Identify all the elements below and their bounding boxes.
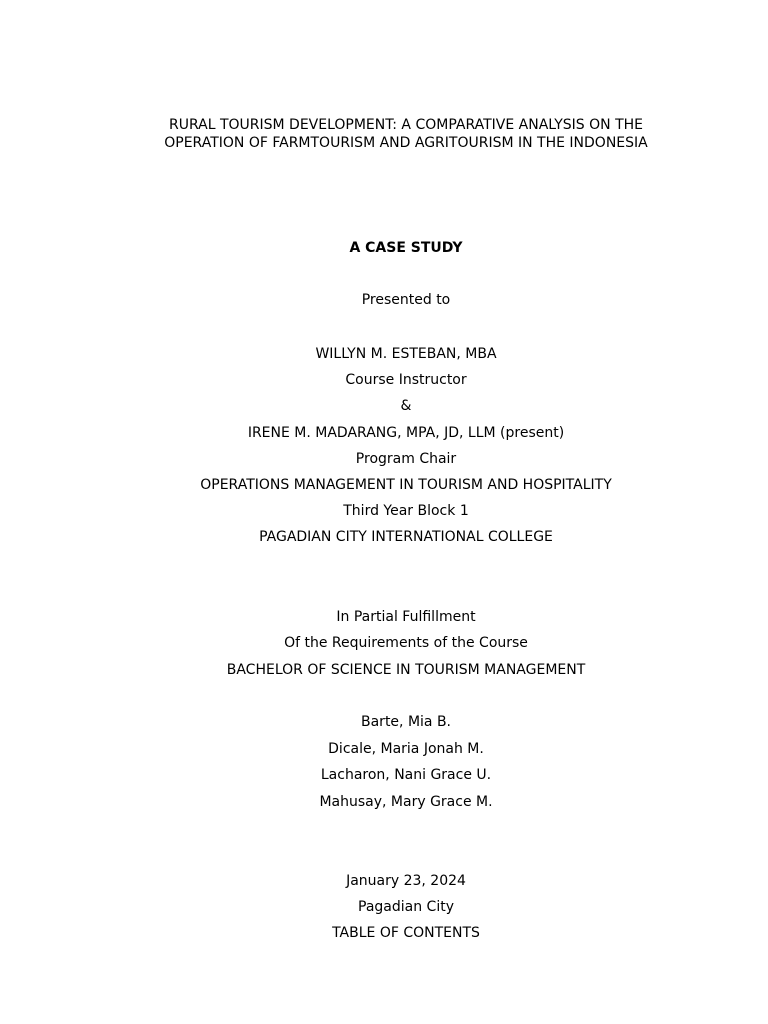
ampersand: &	[400, 398, 412, 414]
program-name: OPERATIONS MANAGEMENT IN TOURISM AND HOSPITALITY	[200, 477, 612, 493]
author-3: Lacharon, Nani Grace U.	[320, 767, 492, 783]
instructor-name: WILLYN M. ESTEBAN, MBA	[315, 346, 497, 362]
place: Pagadian City	[358, 899, 454, 915]
title-line-1: RURAL TOURISM DEVELOPMENT: A COMPARATIVE ANALYSIS ON THE	[168, 117, 643, 133]
author-2: Dicale, Maria Jonah M.	[328, 741, 484, 757]
college-name: PAGADIAN CITY INTERNATIONAL COLLEGE	[259, 529, 553, 545]
title-line-2: OPERATION OF FARMTOURISM AND AGRITOURISM IN THE INDONESIA	[164, 135, 648, 151]
presented-to: Presented to	[361, 292, 451, 308]
author-1: Barte, Mia B.	[361, 714, 451, 730]
table-of-contents-heading: TABLE OF CONTENTS	[332, 925, 480, 941]
fulfillment-line-2: Of the Requirements of the Course	[284, 635, 528, 651]
program-chair-name: IRENE M. MADARANG, MPA, JD, LLM (present)	[247, 425, 565, 441]
course-name: BACHELOR OF SCIENCE IN TOURISM MANAGEMENT	[226, 662, 586, 678]
author-4: Mahusay, Mary Grace M.	[319, 794, 493, 810]
document-type: A CASE STUDY	[349, 240, 463, 256]
year-block: Third Year Block 1	[343, 503, 469, 519]
fulfillment-line-1: In Partial Fulfillment	[336, 609, 476, 625]
submission-date: January 23, 2024	[346, 873, 466, 889]
instructor-role: Course Instructor	[345, 372, 467, 388]
program-chair-role: Program Chair	[355, 451, 457, 467]
